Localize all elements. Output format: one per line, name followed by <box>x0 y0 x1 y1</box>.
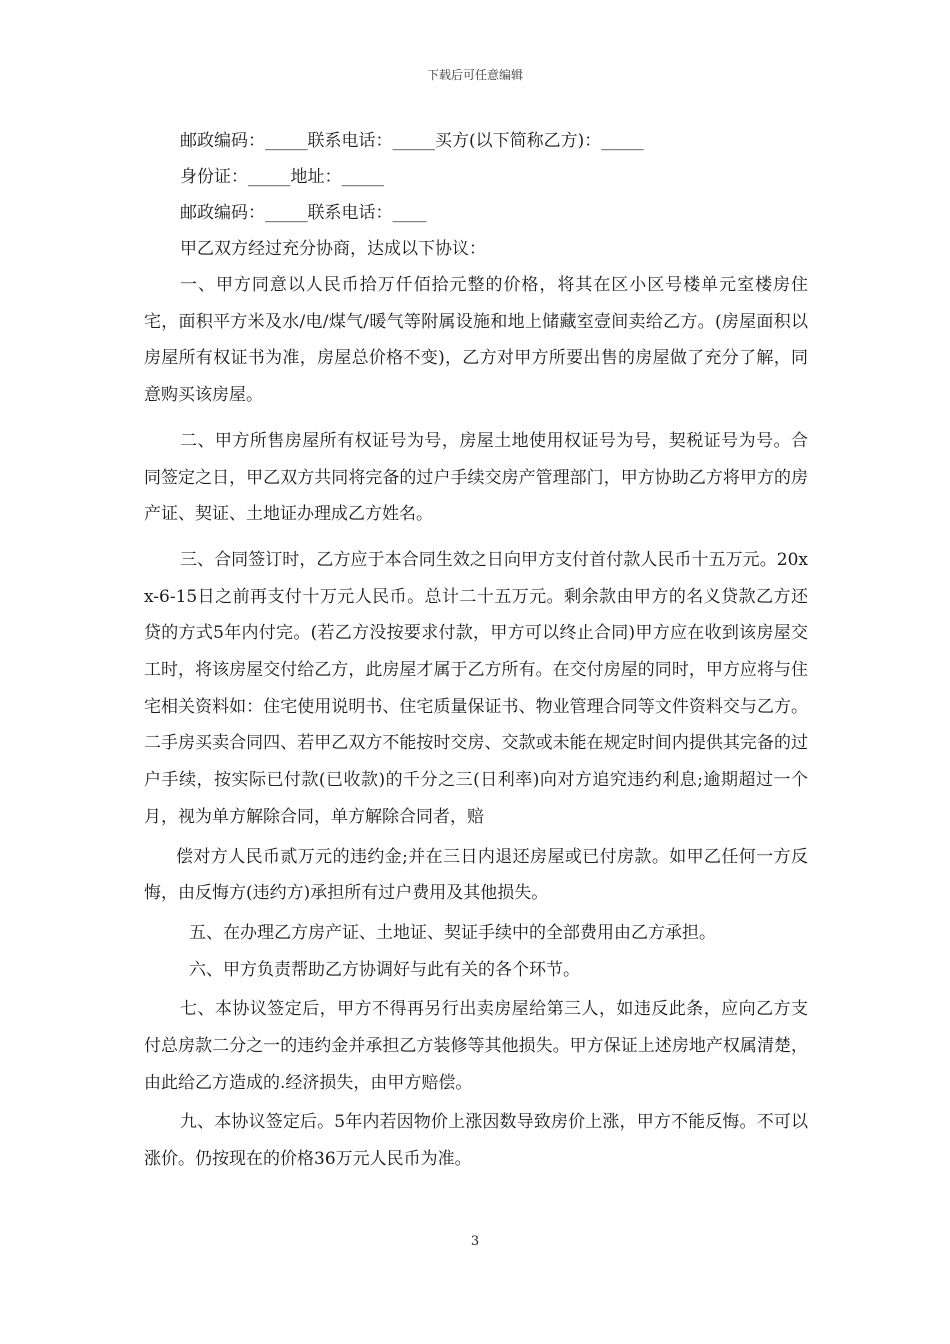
clause-6: 六、甲方负责帮助乙方协调好与此有关的各个环节。 <box>189 959 580 980</box>
clause-3-continued: 偿对方人民币贰万元的违约金;并在三日内退还房屋或已付房款。如甲乙任何一方反悔，由反悔方(违约方)承担所有过户费用及其他损失。 <box>144 846 808 904</box>
page-number: 3 <box>470 1234 480 1249</box>
text-line-postcode-phone: 邮政编码：_____联系电话：____ <box>180 203 427 223</box>
text-line-id-address: 身份证：_____地址：_____ <box>180 167 384 187</box>
clause-5: 五、在办理乙方房产证、土地证、契证手续中的全部费用由乙方承担。 <box>189 922 716 943</box>
clause-7: 七、本协议签定后，甲方不得再另行出卖房屋给第三人，如违反此条，应向乙方支付总房款二分之一的违约金并承担乙方装修等其他损失。甲方保证上述房地产权属清楚，由此给乙方造成的.经济损失，由甲方赔偿。 <box>144 999 808 1093</box>
clause-9: 九、本协议签定后。5年内若因物价上涨因数导致房价上涨，甲方不能反悔。不可以涨价。仍按现在的价格36万元人民币为准。 <box>144 1112 808 1170</box>
clause-2: 二、甲方所售房屋所有权证号为号，房屋土地使用权证号为号，契税证号为号。合同签定之日，甲乙双方共同将完备的过户手续交房产管理部门，甲方协助乙方将甲方的房产证、契证、土地证办理成乙方姓名。 <box>144 430 808 525</box>
text-line-postcode-phone-buyer: 邮政编码：_____联系电话：_____买方(以下简称乙方)：_____ <box>180 131 644 151</box>
page-header-note: 下载后可任意编辑 <box>426 68 523 82</box>
clause-1: 一、甲方同意以人民币拾万仟佰拾元整的价格，将其在区小区号楼单元室楼房住宅，面积平方米及水/电/煤气/暖气等附属设施和地上储藏室壹间卖给乙方。(房屋面积以房屋所有权证书为准，房屋总价格不变)，乙方对甲方所要出售的房屋做了充分了解，同意购买该房屋。 <box>144 275 808 406</box>
clause-3: 三、合同签订时，乙方应于本合同生效之日向甲方支付首付款人民币十五万元。20xx-6-15日之前再支付十万元人民币。总计二十五万元。剩余款由甲方的名义贷款乙方还贷的方式5年内付完。(若乙方没按要求付款，甲方可以终止合同)甲方应在收到该房屋交工时，将该房屋交付给乙方，此房屋才属于乙方所有。在交付房屋的同时，甲方应将与住宅相关资料如：住宅使用说明书、住宅质量保证书、物业管理合同等文件资料交与乙方。二手房买卖合同四、若甲乙双方不能按时交房、交款或未能在规定时间内提供其完备的过户手续，按实际已付款(已收款)的千分之三(日利率)向对方追究违约利息;逾期超过一个月，视为单方解除合同，单方解除合同者，赔 <box>144 549 808 827</box>
document-body <box>144 123 808 1178</box>
text-line-agreement-intro: 甲乙双方经过充分协商，达成以下协议： <box>180 239 486 259</box>
